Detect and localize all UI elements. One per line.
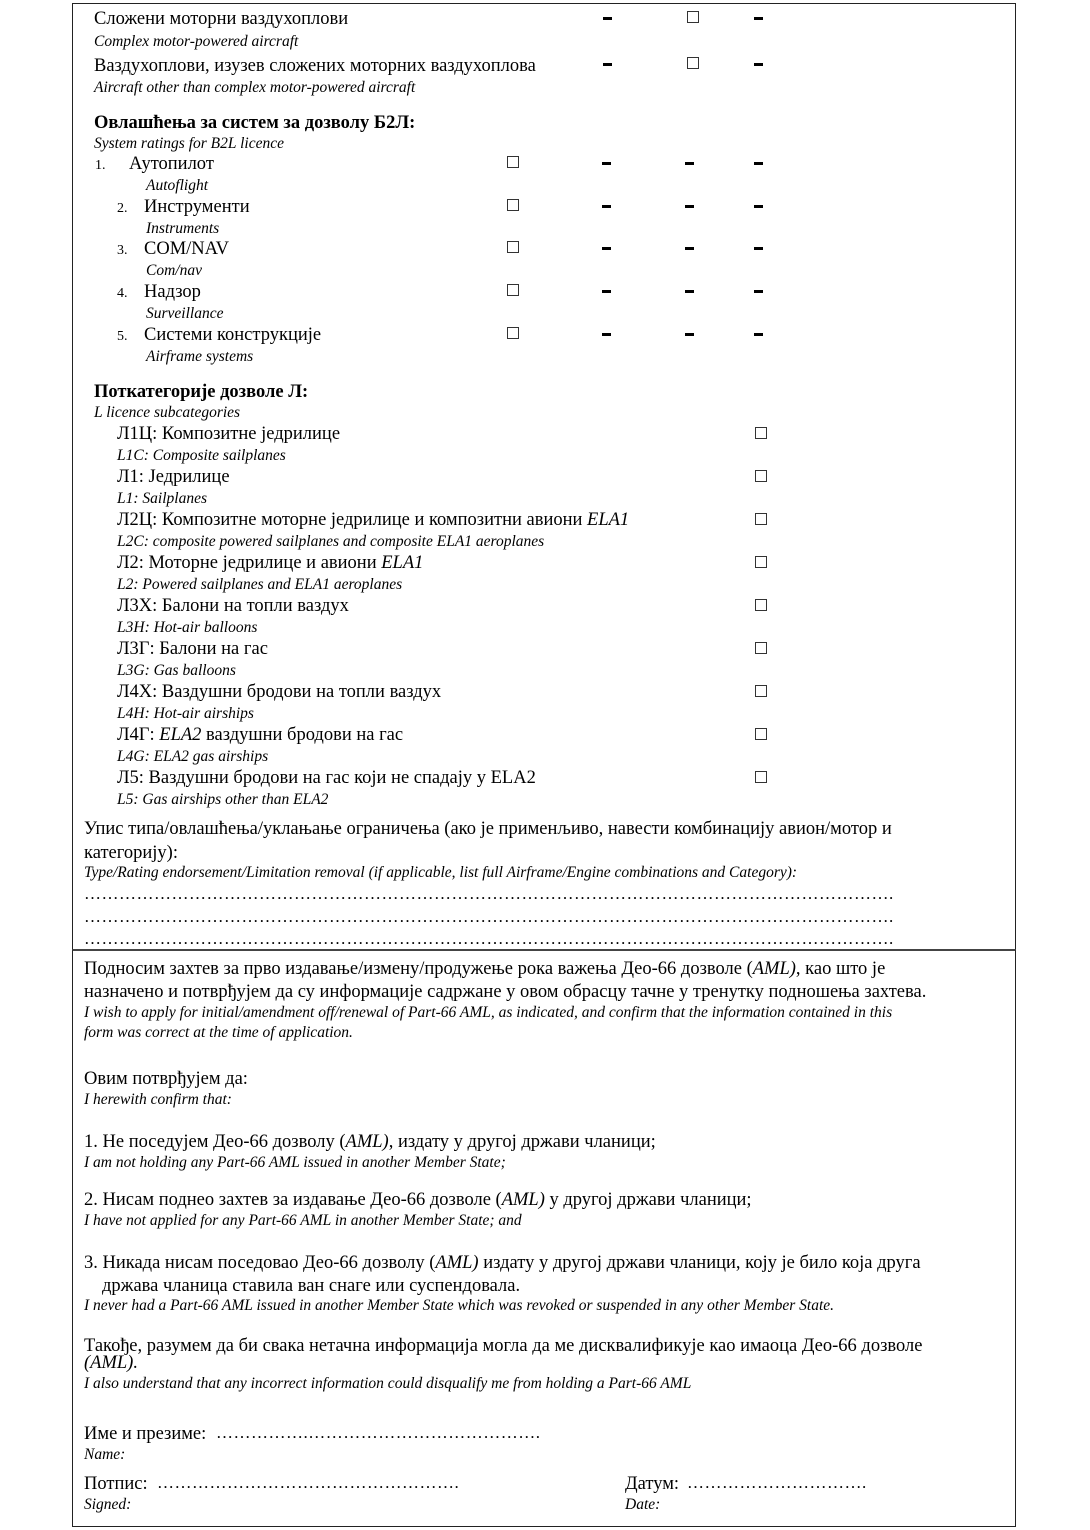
rating-label-sr: Системи конструкције [144,325,322,345]
checkbox[interactable] [507,199,519,211]
checkbox[interactable] [687,57,699,69]
rating-label-sr: Аутопилот [129,154,214,174]
endorsement-label-en: Type/Rating endorsement/Limitation removal (if applicable, list full Airframe/Engine combinations and Category): [84,864,798,881]
dash-mark [754,63,763,66]
rating-label-en: Com/nav [146,262,202,279]
rating-label-en: Surveillance [146,305,224,322]
subcategory-label-en: L1C: Composite sailplanes [117,447,286,464]
understand-text-sr-line2: (AML). [84,1353,138,1373]
checkbox[interactable] [507,327,519,339]
subcategory-label-sr-emphasis: ELA2 [159,725,202,745]
confirmation-text-part: 1. Не поседујем Део-66 дозволу ( [84,1132,346,1152]
l-sub-heading-sr: Поткатегорије дозволе Л: [94,382,309,402]
confirmation-text-part: 3. Никада нисам поседовао Део-66 дозволу ( [84,1253,436,1273]
dash-mark [754,247,763,250]
aml-emphasis: AML) [752,959,796,979]
dash-mark [602,205,611,208]
declaration-text-en-line1: I wish to apply for initial/amendment off/renewal of Part-66 AML, as indicated, and confirm that the information contained in this [84,1004,893,1021]
checkbox[interactable] [687,11,699,23]
subcategory-label-en: L2: Powered sailplanes and ELA1 aeroplanes [117,576,403,593]
subcategory-label-sr-text: Л1Ц: Композитне једрилице [117,424,341,444]
rating-label-sr: Надзор [144,282,201,302]
dash-mark [754,205,763,208]
dash-mark [602,290,611,293]
name-input[interactable]: …………….…………………………………. [216,1423,541,1442]
subcategory-label-sr-emphasis: ELA1 [381,553,424,573]
signature-input[interactable]: ……………………………………………. [157,1473,460,1492]
confirm-heading-sr: Овим потврђујем да: [84,1069,248,1089]
checkbox[interactable] [507,241,519,253]
aircraft-type-label-en: Aircraft other than complex motor-powered aircraft [94,79,416,96]
subcategory-label-sr-text: Л3Г: Балони на гас [117,639,268,659]
confirm-heading-en: I herewith confirm that: [84,1091,232,1108]
checkbox[interactable] [755,728,767,740]
subcategory-label-sr [117,553,423,573]
subcategory-label-en: L1: Sailplanes [117,490,207,507]
date-input[interactable]: …………………………. [687,1473,867,1492]
dash-mark [602,333,611,336]
confirmation-text-en: I have not applied for any Part-66 AML in another Member State; and [84,1212,522,1229]
checkbox[interactable] [755,470,767,482]
item-number: 4. [117,286,128,301]
endorsement-fill-line[interactable]: …………………………………………………………………………………………………………………………. [84,907,894,926]
dash-mark [685,205,694,208]
aml-emphasis: AML) [501,1190,545,1210]
subcategory-label-sr-text: Л3Х: Балони на топли ваздух [117,596,349,616]
aml-emphasis: AML) [345,1132,389,1152]
subcategory-label-sr-text: Л4Г: [117,725,160,745]
dash-mark [685,333,694,336]
dash-mark [603,17,612,20]
item-number: 1. [95,158,106,173]
dash-mark [602,162,611,165]
subcategory-label-en: L2C: composite powered sailplanes and composite ELA1 aeroplanes [117,533,545,550]
dash-mark [754,333,763,336]
endorsement-fill-line[interactable]: …………………………………………………………………………………………………………………………. [84,884,894,903]
subcategory-label-sr [117,639,268,659]
checkbox[interactable] [755,513,767,525]
item-number: 5. [117,329,128,344]
checkbox[interactable] [755,642,767,654]
subcategory-label-sr [117,768,536,788]
endorsement-label-sr-line1: Упис типа/овлашћења/уклањање ограничења (ако је применљиво, навести комбинацију авион/мотор и [84,819,892,839]
l-sub-heading-en: L licence subcategories [94,404,241,421]
dash-mark [685,290,694,293]
b2l-heading-sr: Овлашћења за систем за дозволу Б2Л: [94,113,416,133]
checkbox[interactable] [755,685,767,697]
subcategory-label-sr-tail: ваздушни бродови на гас [201,725,404,745]
confirmation-text-en: I never had a Part-66 AML issued in another Member State which was revoked or suspended in any other Member State. [84,1297,835,1314]
subcategory-label-sr [117,467,230,487]
rating-label-en: Airframe systems [146,348,254,365]
subcategory-label-sr-text: Л2: Моторне једрилице и авиони [117,553,382,573]
signed-label-sr: Потпис: [84,1474,148,1494]
subcategory-label-en: L3G: Gas balloons [117,662,236,679]
dash-mark [685,162,694,165]
endorsement-fill-line[interactable]: …………………………………………………………………………………………………………………………. [84,929,894,948]
name-label-en: Name: [84,1446,126,1463]
confirmation-text-part: издату у другој држави чланици, коју је било која друга [478,1253,921,1273]
declaration-text-sr-line1 [84,959,885,979]
aircraft-type-label-en: Complex motor-powered aircraft [94,33,299,50]
checkbox[interactable] [507,284,519,296]
checkbox[interactable] [507,156,519,168]
subcategory-label-sr [117,596,349,616]
aircraft-type-label-sr: Ваздухоплови, изузев сложених моторних ваздухоплова [94,56,536,76]
dash-mark [602,247,611,250]
understand-text-en: I also understand that any incorrect information could disqualify me from holding a Part-66 AML [84,1375,692,1392]
declaration-text-sr-line2: назначено и потврђујем да су информације садржане у овом обрасцу тачне у тренутку подношења захтева. [84,982,927,1002]
subcategory-label-sr [117,682,441,702]
subcategory-label-en: L4H: Hot-air airships [117,705,254,722]
dash-mark [603,63,612,66]
rating-label-sr: COM/NAV [144,239,229,259]
rating-label-sr: Инструменти [144,197,250,217]
date-label-sr: Датум: [625,1474,680,1494]
subcategory-label-sr-text: Л5: Ваздушни бродови на гас који не спадају у ELA2 [117,768,536,788]
subcategory-label-sr-text: Л4Х: Ваздушни бродови на топли ваздух [117,682,442,702]
dash-mark [685,247,694,250]
confirmation-text-sr-line2: држава чланица ставила ван снаге или суспендовала. [102,1276,521,1296]
subcategory-label-sr-text: Л1: Једрилице [117,467,230,487]
confirmation-text-part: 2. Нисам поднео захтев за издавање Део-66 дозволе ( [84,1190,502,1210]
confirmation-text-sr [84,1132,656,1152]
subcategory-label-sr [117,725,403,745]
checkbox[interactable] [755,427,767,439]
rating-label-en: Autoflight [146,177,208,194]
confirmation-text-part: у другој држави чланици; [544,1190,752,1210]
subcategory-label-sr [117,510,629,530]
signed-label-en: Signed: [84,1496,132,1513]
confirmation-text-part: , издату у другој држави чланици; [388,1132,656,1152]
checkbox[interactable] [755,771,767,783]
confirmation-text-sr [84,1253,921,1273]
aml-emphasis: AML) [435,1253,479,1273]
subcategory-label-sr [117,424,340,444]
endorsement-label-sr-line2: категорију): [84,843,178,863]
declaration-text-part: , као што је [795,959,886,979]
date-label-en: Date: [625,1496,661,1513]
subcategory-label-en: L3H: Hot-air balloons [117,619,258,636]
item-number: 2. [117,201,128,216]
checkbox[interactable] [755,556,767,568]
dash-mark [754,17,763,20]
dash-mark [754,290,763,293]
confirmation-text-en: I am not holding any Part-66 AML issued in another Member State; [84,1154,506,1171]
aircraft-type-label-sr: Сложени моторни ваздухоплови [94,9,349,29]
understand-text-sr-line1: Такође, разумем да би свака нетачна информација могла да ме дисквалификује као имаоца Део-66 дозволе [84,1336,923,1356]
rating-label-en: Instruments [146,220,220,237]
declaration-text-part: Подносим захтев за прво издавање/измену/продужење рока важења Део-66 дозволе ( [84,959,753,979]
item-number: 3. [117,243,128,258]
subcategory-label-sr-text: Л2Ц: Композитне моторне једрилице и композитни авиони [117,510,588,530]
subcategory-label-en: L4G: ELA2 gas airships [117,748,269,765]
checkbox[interactable] [755,599,767,611]
confirmation-text-sr [84,1190,752,1210]
dash-mark [754,162,763,165]
subcategory-label-sr-emphasis: ELA1 [587,510,630,530]
b2l-heading-en: System ratings for B2L licence [94,135,284,152]
subcategory-label-en: L5: Gas airships other than ELA2 [117,791,329,808]
declaration-text-en-line2: form was correct at the time of application. [84,1024,353,1041]
name-label-sr: Име и презиме: [84,1424,207,1444]
